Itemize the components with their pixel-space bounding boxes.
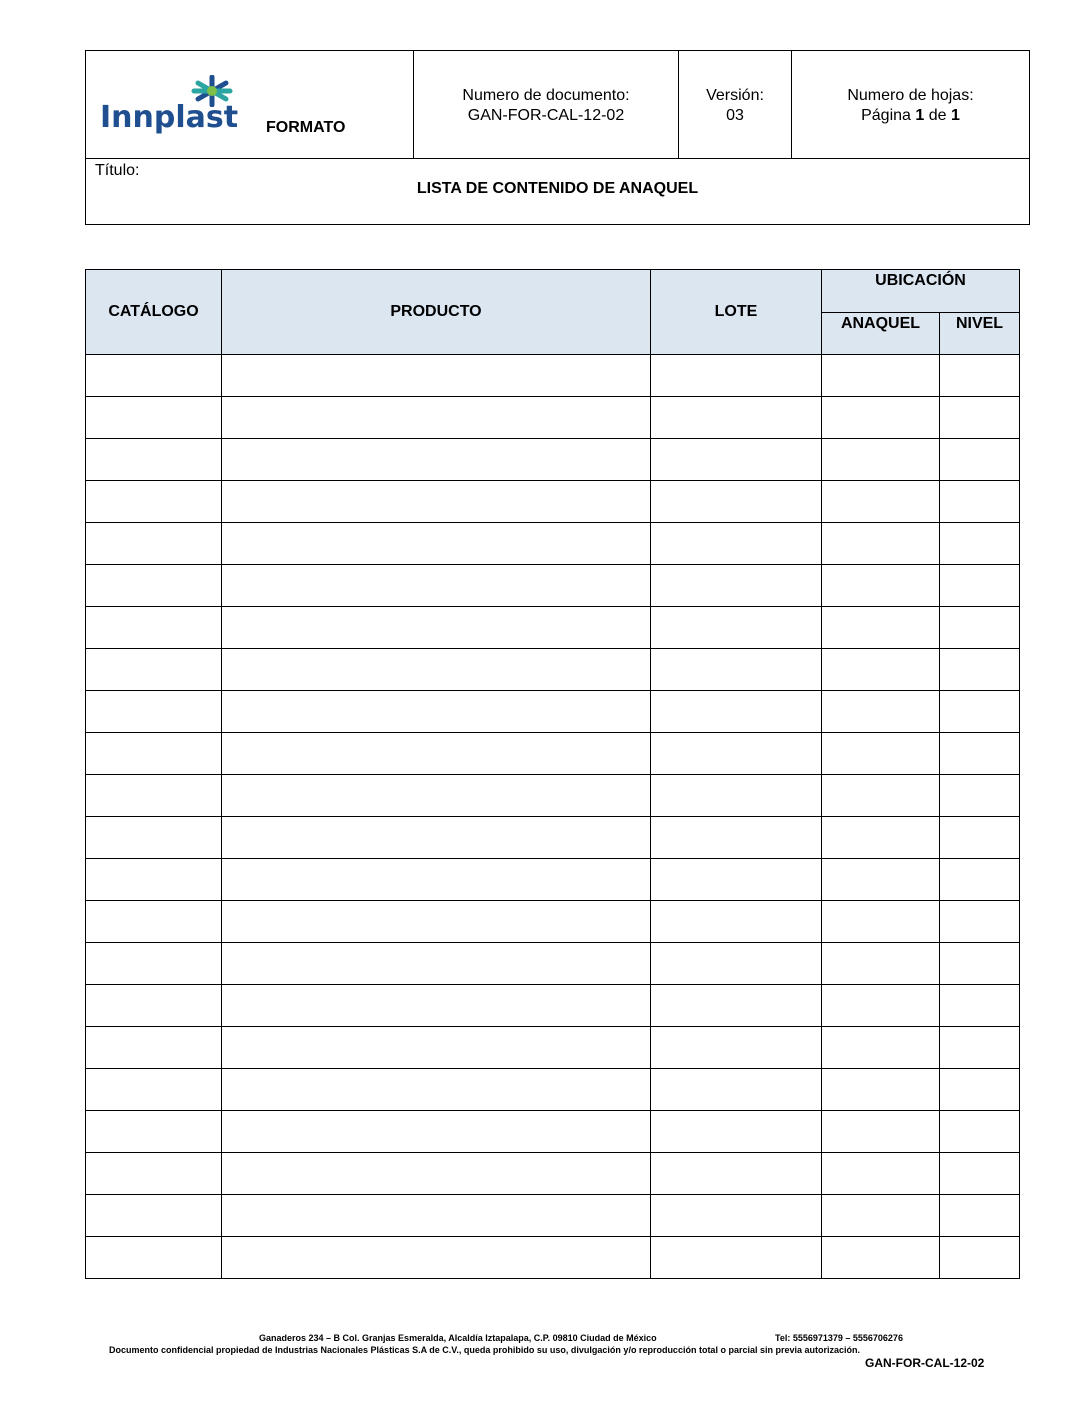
lote-cell[interactable] (651, 1237, 822, 1279)
page-word: Página (861, 107, 911, 124)
table-row (86, 733, 1020, 775)
table-row (86, 1111, 1020, 1153)
table-row (86, 985, 1020, 1027)
form-type-label: FORMATO (266, 119, 346, 136)
page-of: de (928, 107, 947, 124)
footer-phone: Tel: 5556971379 – 5556706276 (775, 1333, 903, 1343)
table-row (86, 397, 1020, 439)
anaquel-cell[interactable] (822, 817, 940, 859)
anaquel-cell[interactable] (822, 1069, 940, 1111)
producto-cell[interactable] (222, 859, 651, 901)
version-label: Versión: (706, 87, 764, 104)
producto-cell[interactable] (222, 649, 651, 691)
lote-cell[interactable] (651, 439, 822, 481)
lote-cell[interactable] (651, 985, 822, 1027)
catalogo-cell[interactable] (86, 1069, 222, 1111)
lote-cell[interactable] (651, 607, 822, 649)
table-row (86, 943, 1020, 985)
producto-cell[interactable] (222, 355, 651, 397)
catalogo-cell[interactable] (86, 1027, 222, 1069)
lote-cell[interactable] (651, 355, 822, 397)
anaquel-cell[interactable] (822, 1153, 940, 1195)
catalogo-cell[interactable] (86, 397, 222, 439)
lote-cell[interactable] (651, 1111, 822, 1153)
doc-number-value: GAN-FOR-CAL-12-02 (467, 107, 625, 124)
nivel-cell[interactable] (940, 355, 1020, 397)
anaquel-cell[interactable] (822, 943, 940, 985)
anaquel-cell[interactable] (822, 1195, 940, 1237)
nivel-cell[interactable] (940, 775, 1020, 817)
anaquel-cell[interactable] (822, 1111, 940, 1153)
table-row (86, 775, 1020, 817)
anaquel-cell[interactable] (822, 985, 940, 1027)
producto-cell[interactable] (222, 481, 651, 523)
catalogo-cell[interactable] (86, 1111, 222, 1153)
page-current: 1 (915, 107, 925, 124)
anaquel-cell[interactable] (822, 691, 940, 733)
footer-doc-code: GAN-FOR-CAL-12-02 (865, 1356, 985, 1370)
nivel-cell[interactable] (940, 1153, 1020, 1195)
col-catalogo: CATÁLOGO (86, 270, 222, 355)
table-row (86, 439, 1020, 481)
producto-cell[interactable] (222, 1237, 651, 1279)
table-row (86, 1069, 1020, 1111)
table-body (86, 355, 1020, 1279)
table-row (86, 901, 1020, 943)
table-row (86, 355, 1020, 397)
anaquel-cell[interactable] (822, 523, 940, 565)
producto-cell[interactable] (222, 607, 651, 649)
catalogo-cell[interactable] (86, 1237, 222, 1279)
producto-cell[interactable] (222, 1195, 651, 1237)
col-nivel: NIVEL (940, 313, 1020, 355)
anaquel-cell[interactable] (822, 649, 940, 691)
table-row (86, 1237, 1020, 1279)
catalogo-cell[interactable] (86, 1153, 222, 1195)
lote-cell[interactable] (651, 733, 822, 775)
anaquel-cell[interactable] (822, 1237, 940, 1279)
nivel-cell[interactable] (940, 733, 1020, 775)
lote-cell[interactable] (651, 1153, 822, 1195)
lote-cell[interactable] (651, 817, 822, 859)
nivel-cell[interactable] (940, 397, 1020, 439)
doc-number-cell (414, 51, 679, 159)
table-row (86, 565, 1020, 607)
producto-cell[interactable] (222, 775, 651, 817)
catalogo-cell[interactable] (86, 1195, 222, 1237)
sheets-cell (792, 51, 1030, 159)
nivel-cell[interactable] (940, 1237, 1020, 1279)
title-cell (86, 159, 1030, 225)
page-indicator (792, 106, 1029, 126)
producto-cell[interactable] (222, 439, 651, 481)
producto-cell[interactable] (222, 1069, 651, 1111)
nivel-cell[interactable] (940, 1195, 1020, 1237)
catalogo-cell[interactable] (86, 607, 222, 649)
producto-cell[interactable] (222, 733, 651, 775)
nivel-cell[interactable] (940, 523, 1020, 565)
doc-number-label: Numero de documento: (462, 87, 630, 104)
col-group-ubicacion: UBICACIÓN (822, 270, 1020, 313)
lote-cell[interactable] (651, 397, 822, 439)
col-producto: PRODUCTO (222, 270, 651, 355)
catalogo-cell[interactable] (86, 523, 222, 565)
table-row (86, 523, 1020, 565)
table-row (86, 859, 1020, 901)
document-header (85, 50, 1030, 225)
table-row (86, 1153, 1020, 1195)
producto-cell[interactable] (222, 523, 651, 565)
catalogo-cell[interactable] (86, 733, 222, 775)
nivel-cell[interactable] (940, 607, 1020, 649)
version-cell (679, 51, 792, 159)
nivel-cell[interactable] (940, 1111, 1020, 1153)
lote-cell[interactable] (651, 901, 822, 943)
nivel-cell[interactable] (940, 943, 1020, 985)
sheets-label: Numero de hojas: (847, 87, 974, 104)
catalogo-cell[interactable] (86, 817, 222, 859)
logo-wordmark: Innplast (100, 100, 239, 135)
anaquel-cell[interactable] (822, 1027, 940, 1069)
lote-cell[interactable] (651, 1195, 822, 1237)
table-row (86, 649, 1020, 691)
lote-cell[interactable] (651, 1069, 822, 1111)
lote-cell[interactable] (651, 691, 822, 733)
nivel-cell[interactable] (940, 1027, 1020, 1069)
catalogo-cell[interactable] (86, 901, 222, 943)
table-row (86, 691, 1020, 733)
catalogo-cell[interactable] (86, 439, 222, 481)
lote-cell[interactable] (651, 1027, 822, 1069)
catalogo-cell[interactable] (86, 355, 222, 397)
producto-cell[interactable] (222, 1153, 651, 1195)
footer-confidential: Documento confidencial propiedad de Industrias Nacionales Plásticas S.A de C.V., queda prohibido su uso, divulgación y/o reproducción total o parcial sin previa autorización. (109, 1345, 860, 1355)
anaquel-cell[interactable] (822, 775, 940, 817)
anaquel-cell[interactable] (822, 481, 940, 523)
nivel-cell[interactable] (940, 985, 1020, 1027)
producto-cell[interactable] (222, 985, 651, 1027)
col-anaquel: ANAQUEL (822, 313, 940, 355)
title-label: Título: (95, 162, 140, 179)
innplast-logo (100, 75, 250, 135)
table-row (86, 817, 1020, 859)
catalogo-cell[interactable] (86, 943, 222, 985)
nivel-cell[interactable] (940, 817, 1020, 859)
anaquel-cell[interactable] (822, 901, 940, 943)
table-row (86, 1027, 1020, 1069)
catalogo-cell[interactable] (86, 691, 222, 733)
anaquel-cell[interactable] (822, 733, 940, 775)
producto-cell[interactable] (222, 943, 651, 985)
footer-address: Ganaderos 234 – B Col. Granjas Esmeralda, Alcaldía Iztapalapa, C.P. 09810 Ciudad de México (259, 1333, 657, 1343)
producto-cell[interactable] (222, 901, 651, 943)
producto-cell[interactable] (222, 691, 651, 733)
catalogo-cell[interactable] (86, 859, 222, 901)
producto-cell[interactable] (222, 817, 651, 859)
lote-cell[interactable] (651, 481, 822, 523)
lote-cell[interactable] (651, 943, 822, 985)
nivel-cell[interactable] (940, 481, 1020, 523)
anaquel-cell[interactable] (822, 397, 940, 439)
producto-cell[interactable] (222, 1027, 651, 1069)
lote-cell[interactable] (651, 775, 822, 817)
col-lote: LOTE (651, 270, 822, 355)
catalogo-cell[interactable] (86, 775, 222, 817)
nivel-cell[interactable] (940, 649, 1020, 691)
lote-cell[interactable] (651, 649, 822, 691)
anaquel-cell[interactable] (822, 439, 940, 481)
version-value: 03 (726, 107, 744, 124)
page-total: 1 (950, 107, 960, 124)
anaquel-cell[interactable] (822, 859, 940, 901)
shelf-content-table (85, 269, 1020, 1279)
table-row (86, 607, 1020, 649)
nivel-cell[interactable] (940, 859, 1020, 901)
catalogo-cell[interactable] (86, 481, 222, 523)
catalogo-cell[interactable] (86, 649, 222, 691)
anaquel-cell[interactable] (822, 355, 940, 397)
nivel-cell[interactable] (940, 691, 1020, 733)
nivel-cell[interactable] (940, 901, 1020, 943)
lote-cell[interactable] (651, 859, 822, 901)
producto-cell[interactable] (222, 1111, 651, 1153)
lote-cell[interactable] (651, 565, 822, 607)
anaquel-cell[interactable] (822, 607, 940, 649)
table-row (86, 1195, 1020, 1237)
anaquel-cell[interactable] (822, 565, 940, 607)
nivel-cell[interactable] (940, 1069, 1020, 1111)
nivel-cell[interactable] (940, 439, 1020, 481)
lote-cell[interactable] (651, 523, 822, 565)
page-title: LISTA DE CONTENIDO DE ANAQUEL (416, 180, 699, 197)
producto-cell[interactable] (222, 397, 651, 439)
producto-cell[interactable] (222, 565, 651, 607)
catalogo-cell[interactable] (86, 985, 222, 1027)
catalogo-cell[interactable] (86, 565, 222, 607)
table-row (86, 481, 1020, 523)
logo-cell (86, 51, 414, 159)
nivel-cell[interactable] (940, 565, 1020, 607)
